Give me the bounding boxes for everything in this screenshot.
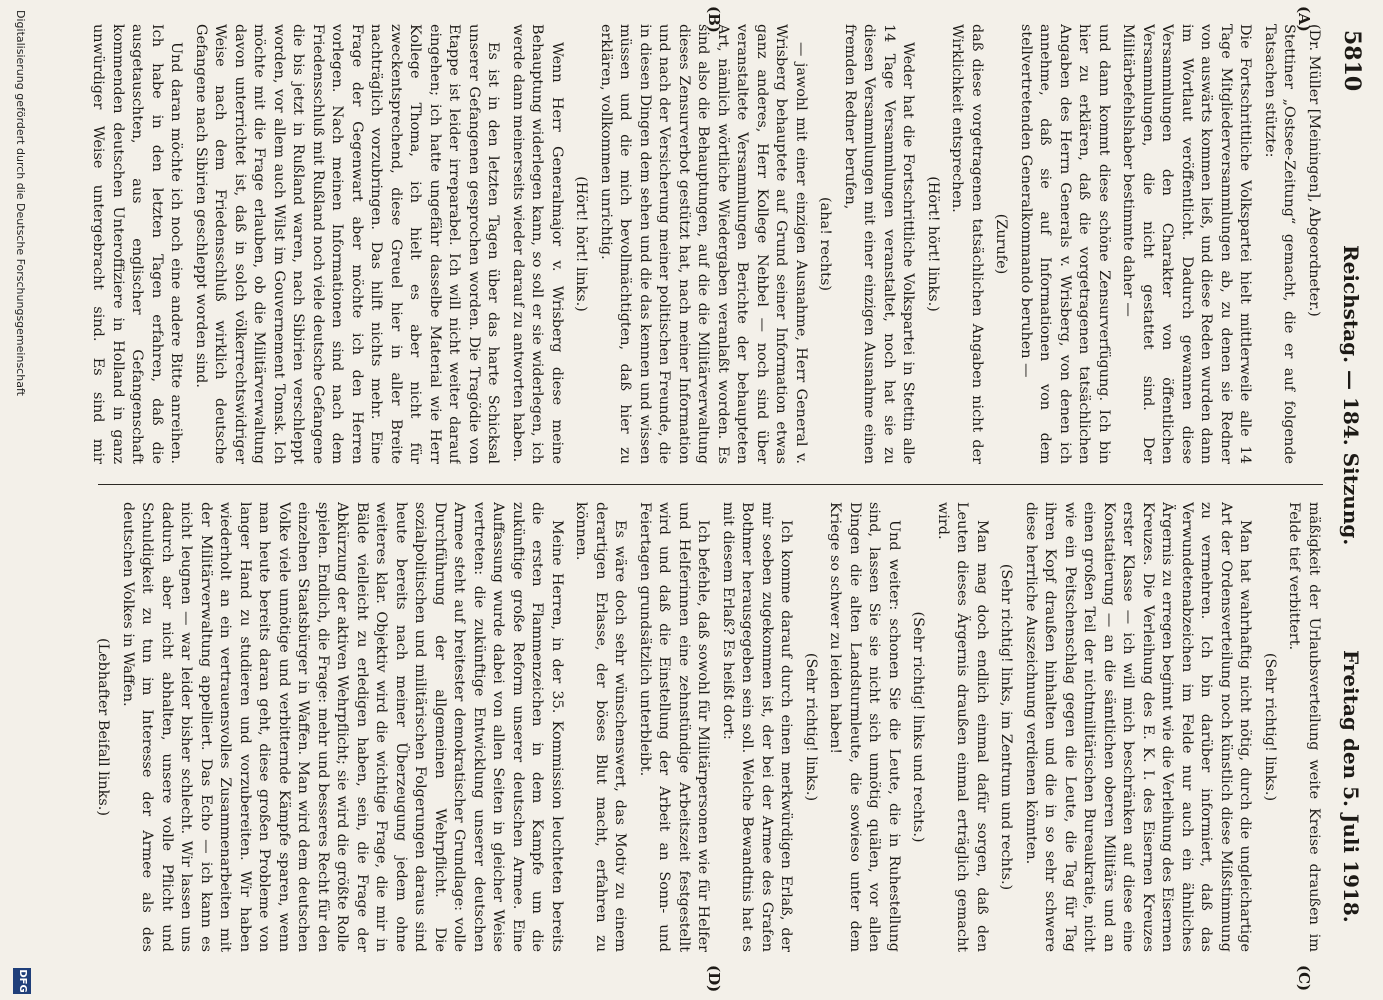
- margin-marker-b: (B): [705, 6, 723, 33]
- page-header: [1329, 30, 1369, 970]
- margin-marker-a: (A): [1295, 6, 1313, 32]
- left-column-paragraph: Wenn Herr Generalmajor v. Wrisberg diese meine Behauptung widerlegen kann, so soll er sie widerlegen, ich werde dann meinerseits wieder darauf zu antworten haben.: [510, 24, 565, 464]
- right-column: [88, 502, 1323, 952]
- left-column-paragraph: und dann kommt diese schöne Zensurverfügung. Ich bin hier zu erklären, daß die vorgetragenen tatsächlichen Angaben des Herrn Generals v. Wrisberg, von denen ich annehme, daß sie auf Informationen von dem stellvertretenden Generalkommando beruhen —: [1018, 24, 1112, 464]
- right-column-paragraph: Ich komme darauf durch einen merkwürdigen Erlaß, der mir soeben zugekommen ist, der bei der Armee des Grafen Bothmer herausgegeben sein soll. Welche Bewandtnis hat es mit diesem Erlaß? Es heißt dort:: [720, 502, 795, 952]
- footer-credit: Digitalisierung gefördert durch die Deutsche Forschungsgemeinschaft: [14, 10, 27, 396]
- session-date: Freitag den 5. Juli 1918.: [1339, 650, 1363, 923]
- left-column-paragraph: — jawohl mit einer einzigen Ausnahme, Herr General v. Wrisberg behauptete auf Grund seiner Information etwas ganz anderes, Herr Kollege Nehbel — noch sind über veranstaltete Versammlungen Berichte der behaupteten Art, nämlich wörtliche Wiedergaben veranlaßt worden. Es sind also die Behauptungen, auf die die Militärverwaltung dieses Zensurverbot gestützt hat, nach meiner Information und nach der Versicherung meiner politischen Freunde, die in diesen Dingen dem sehen und die das kennen und wissen müssen und die mich bevollmächtigten, daß hier zu erklären, vollkommen unrichtig.: [598, 24, 809, 464]
- margin-marker-c: (C): [1295, 965, 1313, 992]
- right-column-paragraph: (Sehr richtig! links, im Zentrum und rechts.): [998, 563, 1015, 891]
- right-column-paragraph: (Sehr richtig! links.): [803, 652, 819, 802]
- right-column-paragraph: Ich befehle, daß sowohl für Militärpersonen wie für Helfer und Helferinnen eine zehnstündige Arbeitszeit festgestellt wird und daß die Einstellung der Arbeit an Sonn- und Feiertagen grundsätzlich unterbleibt.: [637, 502, 712, 952]
- right-column-paragraph: (Sehr richtig! links.): [1262, 652, 1278, 802]
- page-number: 5810: [1339, 30, 1365, 92]
- right-column-paragraph: Man mag doch endlich einmal dafür sorgen, daß den Leuten dieses Ärgernis draußen einmal erträglich gemacht wird.: [935, 502, 990, 952]
- right-column-paragraph: Man hat wahrhaftig nicht nötig, durch die ungleichartige Art der Ordensverteilung noch künstlich diese Mißstimmung zu vermehren. Ich bin darüber informiert, daß das Verwundetenabzeichen im Felde nur auch ein ähnliches Ärgernis zu erregen beginnt wie die Verleihung des Eisernen Kreuzes. Die Verleihung des E. K. I. des Eisernen Kreuzes erster Klasse — ich will mich beschränken auf diese eine Konstatierung — an die sämtlichen oberen Militärs und an einen großen Teil der nichtmilitärischen Bureaukratie, nicht wie ein Peitschenschlag gegen die Leute, die Tag für Tag ihren Kopf draußen hinhalten und die in so sehr schwere diese herrliche Auszeichnung verdienen könnten.: [1023, 502, 1254, 952]
- right-column-paragraph: Es wäre doch sehr wünschenswert, das Motiv zu einem derartigen Erlasse, der böses Blut macht, erfahren zu können.: [573, 502, 629, 952]
- session-title: Reichstag. — 184. Sitzung.: [1339, 245, 1363, 546]
- left-column-paragraph: (Zurufe): [993, 213, 1010, 275]
- column-divider: [98, 484, 1323, 485]
- left-column-paragraph: Es ist in den letzten Tagen über das harte Schicksal unserer Gefangenen gesprochen worden. Die Tragödie von Etappe ist leider irreparabel. Ich will nicht weiter darauf eingehen; ich hatte ungefähr dasselbe Material wie Herr Kollege Thoma, ich hielt es aber nicht für zweckentsprechend, diese Greuel hier in aller Breite nachträglich vorzubringen. Das hilft nichts mehr. Eine Frage der Gegenwart aber möchte ich den Herren vorlegen. Nach meinen Informationen sind nach dem Friedensschluß mit Rußland noch viele deutsche Gefangene die bis jetzt in Rußland waren, nach Sibirien verschleppt worden, vor allem auch Wilst im Gouvernement Tomsk. Ich möchte mit die Frage erlauben, ob die Militärverwaltung davon unterrichtet ist, daß in solch völkerrechtswidriger Weise nach dem Friedensschluß wirklich deutsche Gefangene nach Sibirien geschleppt worden sind.: [193, 24, 502, 464]
- left-column-paragraph: Die Fortschrittliche Volkspartei hielt mittlerweile alle 14 Tage Mitgliederversammlungen ab, zu denen sie Redner von auswärts kommen ließ, und diese Reden wurden dann im Wortlaut veröffentlicht. Dadurch gewannen diese Versammlungen den Charakter von öffentlichen Versammlungen, die nicht gestattet sind. Der Militärbefehlshaber bestimmte daher —: [1120, 24, 1254, 464]
- left-column-paragraph: Weder hat die Fortschrittliche Volkspartei in Stettin alle 14 Tage Versammlungen veranstaltet, noch hat sie zu diesen Versammlungen mit einer einzigen Ausnahme einen fremden Redner berufen,: [842, 24, 917, 464]
- left-column: [88, 24, 1323, 464]
- right-column-paragraph: Meine Herren, in der 35. Kommission leuchteten bereits die ersten Flammenzeichen in dem Kampfe um die zukünftige große Reform unserer deutschen Armee. Eine Auffassung wurde dabei von allen Seiten in gleicher Weise vertreten: die zukünftige Entwicklung unserer deutschen Armee steht auf breitester demokratischer Grundlage: volle Durchführung der allgemeinen Wehrpflicht. Die sozialpolitischen und militärischen Folgerungen daraus sind heute bereits nach meiner Überzeugung jedem ohne weiteres klar. Objektiv wird die wichtige Frage, die mir in Bälde vielleicht zu erledigen haben, sein, die Frage der Abkürzung der aktiven Wehrpflicht; sie wird die größte Rolle spielen. Endlich, die Frage: mehr und besseres Recht für den einzelnen Staatsbürger in Waffen. Man wird dem deutschen Volke viele unnötige und verbitternde Kämpfe sparen, wenn man heute bereits daran geht, diese großen Probleme von langer Hand zu studieren und vorzubereiten. Wir haben wiederholt an ein vertrauensvolles Zusammenarbeiten mit der Militärverwaltung appelliert. Das Echo — ich kann es nicht leugnen — war leider bisher schlecht. Wir lassen uns dadurch aber nicht abhalten, unsere volle Pflicht und Schuldigkeit zu tun im Interesse der Armee als des deutschen Volkes in Waffen.: [120, 502, 565, 952]
- left-column-paragraph: Und daran möchte ich noch eine andere Bitte anreihen. Ich habe in den letzten Tagen erfahren, daß die ausgetauschten, aus englischer Gefangenschaft kommenden deutschen Unteroffiziere in Holland in ganz unwürdiger Weise untergebracht sind. Es sind mir: [90, 24, 185, 464]
- margin-marker-d: (D): [705, 965, 723, 993]
- left-column-paragraph: daß diese vorgetragenen tatsächlichen Angaben nicht der Wirklichkeit entsprechen.: [949, 24, 985, 464]
- left-column-paragraph: (aha! rechts): [817, 197, 834, 291]
- right-column-paragraph: mäßigkeit der Urlaubsverteilung weite Kreise draußen im Felde tief verbittert.: [1286, 502, 1322, 952]
- left-column-paragraph: (Dr. Müller [Meiningen], Abgeordneter.): [1306, 24, 1322, 317]
- right-column-paragraph: (Sehr richtig! links und rechts.): [910, 611, 927, 843]
- left-column-paragraph: (Hört! hört! links.): [573, 176, 590, 312]
- right-column-paragraph: Und weiter: schonen Sie die Leute, die in Ruhestellung sind, lassen Sie sie nicht sich unnötig quälen, vor allen Dingen die alten Landsturmleute, die sowieso unter dem Kriege so schwer zu leiden haben!: [827, 502, 902, 952]
- right-column-paragraph: (Lebhafter Beifall links.): [95, 638, 112, 816]
- left-column-paragraph: (Hört! hört! links.): [925, 176, 941, 312]
- dfg-logo: DFG: [13, 968, 31, 994]
- left-column-paragraph: Stettiner „Ostsee-Zeitung“ gemacht, die er auf folgende Tatsachen stützte:: [1262, 24, 1298, 464]
